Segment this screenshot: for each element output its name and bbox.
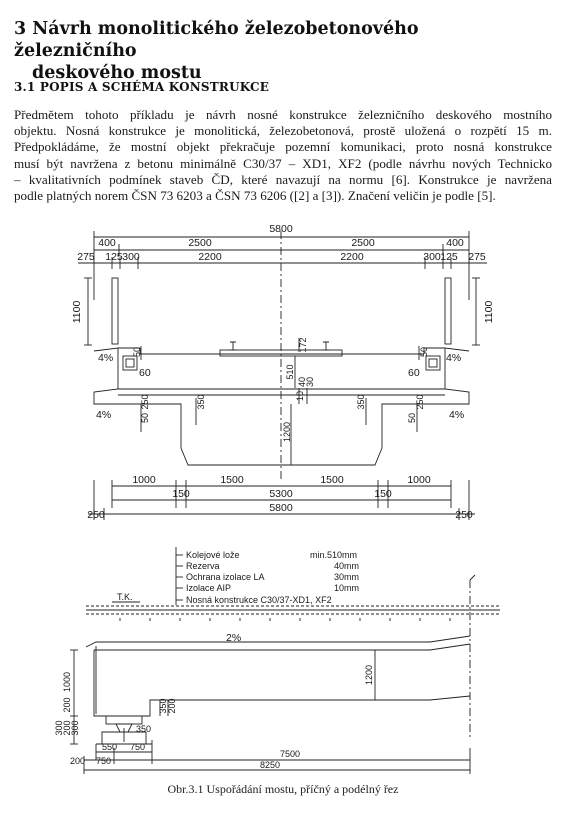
legend-value: min.510mm [310,550,358,560]
dim-label: 200 [70,756,86,766]
legend-value: 10mm [334,583,360,593]
legend-value: 40mm [334,561,360,571]
dim-label: 1100 [71,300,83,324]
dim-label: 1200 [364,664,374,686]
dim-label: 30 [305,376,315,388]
dim-label: 300 [70,720,80,736]
chapter-title-line-2: deskového mostu [32,63,202,83]
dim-label: 350 [356,394,366,410]
dim-label: 250 [140,394,150,410]
dim-label: 250 [455,509,473,521]
legend-label: Kolejové lože [186,550,240,560]
chapter-title-line-1: 3 Návrh monolitického železobetonového železničního [14,19,419,61]
slope-label: 4% [96,409,112,421]
dim-label: 1500 [220,474,244,486]
paragraph-line: Předpokládáme, že mostní objekt překračuje pozemní komunikaci, proto nosná konstrukce [14,139,552,155]
dim-label: 125 [105,251,123,263]
dim-label: 2200 [198,251,222,263]
figure-caption: Obr.3.1 Uspořádání mostu, příčný a podélný řez [167,782,399,796]
dim-label: 172 [298,337,308,353]
section-title: 3.1 POPIS A SCHÉMA KONSTRUKCE [14,80,270,94]
dim-label: 300 [54,720,64,736]
dim-label: 1000 [62,671,72,693]
dim-label: 250 [415,394,425,410]
tk-label: T.K. [117,592,133,602]
dim-label: 1000 [132,474,156,486]
paragraph-line: objektu. Nosná konstrukce je monolitická, železobetonová, prostě uložená o rozpětí 15 m. [14,123,552,139]
dim-label: 10 [295,390,305,402]
dim-label: 200 [62,720,72,736]
paragraph-line: musí být navržena z betonu minimálně C30/37 – XD1, XF2 (podle návrhu nových Technicko [14,155,552,171]
dim-label: 350 [136,724,152,734]
dim-label: 200 [62,697,72,713]
dim-label: 275 [77,251,95,263]
dim-label: 5800 [269,502,293,514]
dim-label: 5800 [269,223,293,235]
paragraph-line: podle platných norem ČSN 73 6203 a ČSN 73 6206 ([2] a [3]). Značení veličin je podle [5]. [14,188,496,204]
dim-label: 2500 [188,237,212,249]
dim-label: 1000 [407,474,431,486]
dim-label: 250 [87,509,105,521]
legend-label: Rezerva [186,561,220,571]
slope-label: 4% [449,409,465,421]
dim-label: 2500 [351,237,375,249]
dim-label: 300 [423,251,441,263]
paragraph-line: Předmětem tohoto příkladu je návrh nosné konstrukce železničního deskového mostního [14,107,552,122]
legend-label: Izolace AIP [186,583,232,593]
dim-label: 60 [408,367,420,379]
dim-label: 275 [468,251,486,263]
dim-label: 1100 [483,300,495,324]
dim-label: 60 [139,367,151,379]
legend-label: Nosná konstrukce C30/37-XD1, XF2 [186,595,332,605]
dim-label: 550 [102,742,118,752]
dim-label: 7500 [279,749,301,759]
dim-label: 50 [419,346,429,358]
dim-label: 40 [297,376,307,388]
dim-label: 300 [122,251,140,263]
dim-label: 1200 [282,421,292,443]
dim-label: 350 [158,698,168,714]
dim-label: 50 [132,346,142,358]
legend-value: 30mm [334,572,360,582]
dim-label: 50 [140,412,150,424]
dim-label: 125 [440,251,458,263]
dim-label: 8250 [259,760,281,770]
dim-label: 510 [285,364,295,380]
dim-label: 1500 [320,474,344,486]
dim-label: 150 [172,488,190,500]
legend-label: Ochrana izolace LA [186,572,265,582]
dim-label: 2200 [340,251,364,263]
slope-label: 2% [226,632,242,644]
dim-label: 750 [96,756,112,766]
dim-label: 400 [446,237,464,249]
dim-label: 750 [130,742,146,752]
slope-label: 4% [98,352,114,364]
dim-label: 200 [167,698,177,714]
dim-label: 350 [196,394,206,410]
dim-label: 5300 [269,488,293,500]
dim-label: 50 [407,412,417,424]
dim-label: 400 [98,237,116,249]
slope-label: 4% [446,352,462,364]
dim-label: 150 [374,488,392,500]
paragraph-line: – kvalitativních podmínek staveb ČD, které navazují na normu [6]. Konstrukce je navržena [14,171,552,187]
